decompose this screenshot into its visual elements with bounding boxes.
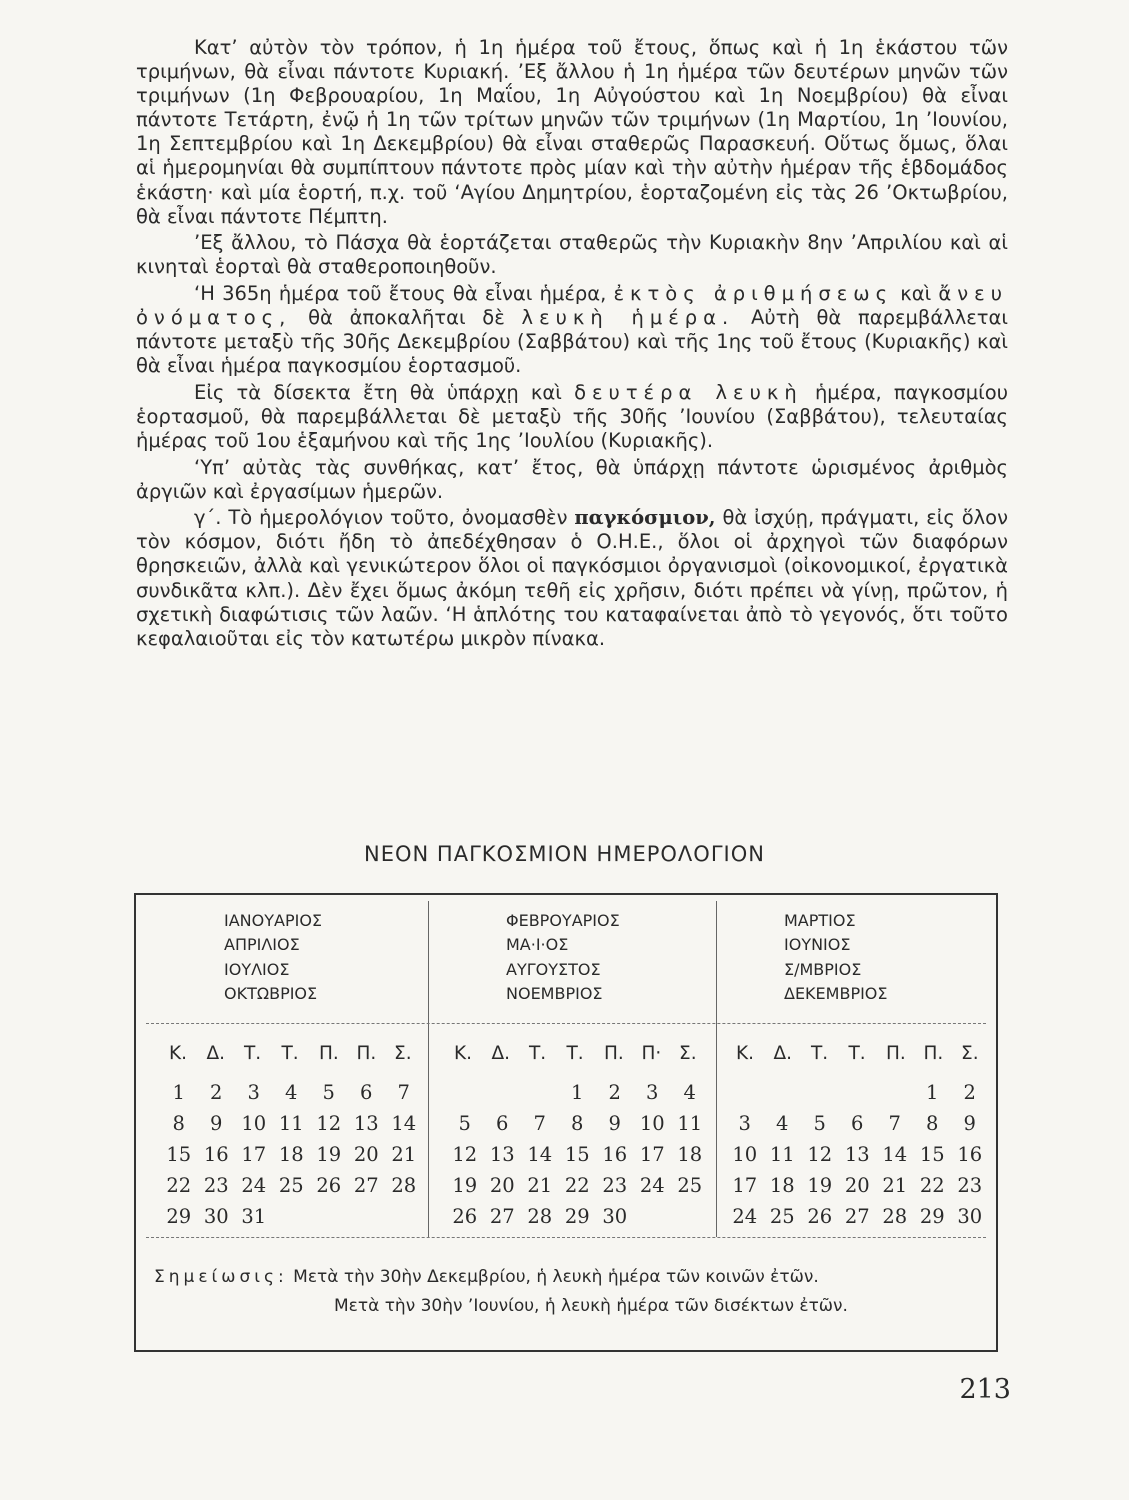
date-cell: 20 xyxy=(489,1174,515,1197)
date-cell: 9 xyxy=(963,1112,976,1135)
paragraph-1: Κατ’ αὐτὸν τὸν τρόπον, ἡ 1η ἡμέρα τοῦ ἔτους, ὅπως καὶ ἡ 1η ἑκάστου τῶν τριμήνων, θὰ εἶναι πάντοτε Κυριακή. ’Εξ ἄλλου ἡ 1η ἡμέρα τῶν δευτέρων μηνῶν τῶν τριμήνων (1η Φεβρουαρίου, 1η Μαΐου, 1η Αὐγούστου καὶ 1η Νοεμβρίου) θὰ εἶναι πάντοτε Τετάρτη, ἐνῷ ἡ 1η τῶν τρίτων μηνῶν τῶν τριμήνων (1η Μαρτίου, 1η ’Ιουνίου, 1η Σεπτεμβρίου καὶ 1η Δεκεμβρίου) θὰ εἶναι σταθερῶς Παρασκευή. Οὕτως ὅμως, ὅλαι αἱ ἡμερομηνίαι θὰ συμπίπτουν πάντοτε πρὸς μίαν καὶ τὴν αὐτὴν ἡμέραν τῆς ἑβδομάδος ἑκάστη· καὶ μία ἑορτή, π.χ. τοῦ ‘Αγίου Δημητρίου, ἑορταζομένη εἰς τὰς 26 ’Οκτωβρίου, θὰ εἶναι πάντοτε Πέμπτη. xyxy=(136,36,1008,228)
date-cell: 16 xyxy=(203,1143,229,1166)
date-cell: 21 xyxy=(527,1174,553,1197)
week-row xyxy=(446,1112,709,1143)
date-cell: 3 xyxy=(646,1081,659,1104)
date-cell: 8 xyxy=(571,1112,584,1135)
date-cell: 27 xyxy=(844,1205,870,1228)
date-cell xyxy=(446,1081,484,1112)
weekday-header-3 xyxy=(736,1043,999,1064)
date-grid-2 xyxy=(446,1081,709,1236)
date-cell: 22 xyxy=(166,1174,192,1197)
date-cell xyxy=(764,1081,802,1112)
date-cell: 3 xyxy=(247,1081,260,1104)
month-name: ΜΑ·Ι·ΟΣ xyxy=(506,935,569,955)
date-cell: 8 xyxy=(172,1112,185,1135)
date-cell: 7 xyxy=(533,1112,546,1135)
date-cell xyxy=(521,1081,559,1112)
paragraph-4-text-a: Εἰς τὰ δίσεκτα ἔτη θὰ ὑπάρχῃ καὶ xyxy=(194,380,562,404)
week-row xyxy=(446,1174,709,1205)
date-cell: 6 xyxy=(360,1081,373,1104)
page-number: 213 xyxy=(959,1374,1011,1405)
month-name: ΦΕΒΡΟΥΑΡΙΟΣ xyxy=(506,911,620,930)
date-cell xyxy=(671,1205,709,1236)
date-cell: 13 xyxy=(489,1143,515,1166)
weekday-label: Π. xyxy=(604,1043,624,1064)
date-cell: 16 xyxy=(957,1143,983,1166)
weekday-label: Π. xyxy=(319,1043,339,1064)
date-cell: 29 xyxy=(564,1205,590,1228)
paragraph-3-text-a: ‘Η 365η ἡμέρα τοῦ ἔτους θὰ εἶναι ἡμέρα, xyxy=(194,281,607,305)
date-cell xyxy=(876,1081,914,1112)
weekday-label: Δ. xyxy=(773,1043,793,1064)
weekday-label: Τ. xyxy=(811,1043,829,1064)
weekday-label: Τ. xyxy=(566,1043,584,1064)
note-label: Σημείωσις: xyxy=(154,1267,288,1287)
weekday-label: Π· xyxy=(641,1043,662,1064)
date-cell: 15 xyxy=(564,1143,590,1166)
weekday-label: Κ. xyxy=(736,1043,755,1064)
months-column-1 xyxy=(224,909,322,1006)
note-line-1 xyxy=(154,1263,848,1292)
paragraph-2: ’Εξ ἄλλου, τὸ Πάσχα θὰ ἑορτάζεται σταθερῶς τὴν Κυριακὴν 8ην ’Απριλίου καὶ αἱ κινηταὶ ἑορταὶ θὰ σταθεροποιηθοῦν. xyxy=(136,231,1008,279)
week-row xyxy=(160,1081,423,1112)
date-cell: 8 xyxy=(926,1112,939,1135)
weekday-label: Τ. xyxy=(848,1043,866,1064)
date-grid-1 xyxy=(160,1081,423,1236)
date-cell: 11 xyxy=(769,1143,795,1166)
month-name: ΙΟΥΛΙΟΣ xyxy=(224,959,290,979)
date-cell: 24 xyxy=(241,1174,267,1197)
date-cell: 9 xyxy=(608,1112,621,1135)
date-cell: 14 xyxy=(527,1143,553,1166)
weekday-label: Τ. xyxy=(529,1043,547,1064)
date-cell: 23 xyxy=(602,1174,628,1197)
spaced-text-aneu-onomatos: ἄνευ ὀνόματος, xyxy=(136,281,1008,330)
paragraph-6-text-a: γ΄. Τὸ ἡμερολόγιον τοῦτο, ὀνομασθὲν xyxy=(194,506,568,530)
date-cell: 20 xyxy=(844,1174,870,1197)
header-separator xyxy=(146,1023,986,1024)
date-cell: 5 xyxy=(458,1112,471,1135)
date-cell: 25 xyxy=(677,1174,703,1197)
week-row xyxy=(160,1205,423,1236)
month-name: ΙΑΝΟΥΑΡΙΟΣ xyxy=(224,911,323,930)
paragraph-3 xyxy=(136,282,1008,378)
paragraph-5: ‘Υπ’ αὐτὰς τὰς συνθήκας, κατ’ ἔτος, θὰ ὑπάρχῃ πάντοτε ὡρισμένος ἀριθμὸς ἀργιῶν καὶ ἐργασίμων ἡμερῶν. xyxy=(136,455,1008,503)
week-row xyxy=(726,1143,989,1174)
week-row xyxy=(160,1143,423,1174)
date-cell xyxy=(385,1205,423,1236)
weekday-label: Δ. xyxy=(206,1043,226,1064)
week-row xyxy=(726,1081,989,1112)
date-cell: 24 xyxy=(639,1174,665,1197)
date-cell xyxy=(484,1081,522,1112)
date-cell: 26 xyxy=(807,1205,833,1228)
paragraph-6-text-c: θὰ ἰσχύῃ, πράγματι, εἰς ὅλον τὸν κόσμον, διότι ἤδη τὸ ἀπεδέχθησαν ὁ Ο.Η.Ε., ὅλοι οἱ ἀρχηγοὶ τῶν διαφόρων θρησκειῶν, ἀλλὰ καὶ γενικώτερον ὅλοι οἱ παγκόσμιοι ὀργανισμοὶ (οἰκονομικοί, ἐργατικὰ συνδικᾶτα κλπ.). Δὲν ἔχει ὅμως ἀκόμη τεθῆ εἰς χρῆσιν, διότι πρέπει νὰ γίνῃ, πρῶτον, ἡ σχετικὴ διαφώτισις τῶν λαῶν. ‘Η ἁπλότης του καταφαίνεται ἀπὸ τὸ γεγονός, ὅτι τοῦτο κεφαλαιοῦται εἰς τὸν κατωτέρω μικρὸν πίνακα. xyxy=(136,506,1009,650)
weekday-label: Τ. xyxy=(281,1043,299,1064)
date-cell: 4 xyxy=(776,1112,789,1135)
date-cell: 13 xyxy=(353,1112,379,1135)
date-cell: 24 xyxy=(732,1205,758,1228)
spaced-text-deutera-leuki: δευτέρα λευκὴ xyxy=(574,380,803,404)
date-cell: 20 xyxy=(353,1143,379,1166)
date-cell: 14 xyxy=(391,1112,417,1135)
date-cell: 12 xyxy=(316,1112,342,1135)
date-cell: 18 xyxy=(278,1143,304,1166)
calendar-table xyxy=(134,893,998,1352)
weekday-label: Κ. xyxy=(169,1043,188,1064)
date-cell: 25 xyxy=(278,1174,304,1197)
month-name: ΑΥΓΟΥΣΤΟΣ xyxy=(506,959,601,979)
date-cell: 19 xyxy=(316,1143,342,1166)
date-cell: 19 xyxy=(807,1174,833,1197)
spaced-text-leuki-imera: λευκὴ ἡμέρα. xyxy=(521,306,735,330)
week-row xyxy=(160,1174,423,1205)
date-cell: 9 xyxy=(210,1112,223,1135)
date-cell: 5 xyxy=(813,1112,826,1135)
date-cell: 2 xyxy=(608,1081,621,1104)
date-cell: 6 xyxy=(851,1112,864,1135)
date-cell: 29 xyxy=(919,1205,945,1228)
date-cell: 17 xyxy=(639,1143,665,1166)
date-cell: 23 xyxy=(203,1174,229,1197)
date-cell: 10 xyxy=(732,1143,758,1166)
date-cell: 5 xyxy=(322,1081,335,1104)
date-cell: 14 xyxy=(882,1143,908,1166)
month-name: ΔΕΚΕΜΒΡΙΟΣ xyxy=(784,983,888,1003)
date-cell: 15 xyxy=(166,1143,192,1166)
date-cell: 2 xyxy=(210,1081,223,1104)
date-cell: 30 xyxy=(602,1205,628,1228)
weekday-label: Σ. xyxy=(961,1043,979,1064)
date-cell: 13 xyxy=(844,1143,870,1166)
footer-separator xyxy=(146,1237,986,1238)
weekday-label: Κ. xyxy=(454,1043,473,1064)
column-divider xyxy=(428,901,429,1237)
week-row xyxy=(726,1112,989,1143)
month-name: Σ/ΜΒΡΙΟΣ xyxy=(784,959,862,979)
date-cell: 11 xyxy=(677,1112,703,1135)
weekday-label: Π. xyxy=(356,1043,377,1064)
date-cell: 17 xyxy=(732,1174,758,1197)
paragraph-6 xyxy=(136,506,1008,651)
date-cell: 1 xyxy=(926,1081,939,1104)
date-cell xyxy=(273,1205,311,1236)
date-cell: 4 xyxy=(285,1081,298,1104)
date-cell: 28 xyxy=(527,1205,553,1228)
date-cell: 31 xyxy=(241,1205,267,1228)
spaced-text-ektos-arithmiseos: ἐκτὸς ἀριθμήσεως xyxy=(613,281,894,305)
date-cell: 30 xyxy=(203,1205,229,1228)
date-grid-3 xyxy=(726,1081,989,1236)
date-cell xyxy=(310,1205,348,1236)
month-name: ΜΑΡΤΙΟΣ xyxy=(784,911,856,930)
weekday-label: Σ. xyxy=(394,1043,412,1064)
date-cell: 27 xyxy=(489,1205,515,1228)
date-cell xyxy=(348,1205,386,1236)
month-name: ΑΠΡΙΛΙΟΣ xyxy=(224,935,300,955)
date-cell: 26 xyxy=(452,1205,478,1228)
date-cell: 19 xyxy=(452,1174,478,1197)
date-cell: 21 xyxy=(391,1143,417,1166)
date-cell xyxy=(634,1205,672,1236)
date-cell: 29 xyxy=(166,1205,192,1228)
calendar-note xyxy=(154,1263,848,1321)
weekday-label: Δ. xyxy=(491,1043,511,1064)
week-row xyxy=(726,1205,989,1236)
weekday-label: Τ. xyxy=(244,1043,262,1064)
date-cell: 12 xyxy=(807,1143,833,1166)
date-cell: 23 xyxy=(957,1174,983,1197)
date-cell: 1 xyxy=(172,1081,185,1104)
column-divider xyxy=(716,901,717,1237)
date-cell: 17 xyxy=(241,1143,267,1166)
date-cell: 12 xyxy=(452,1143,478,1166)
date-cell: 22 xyxy=(564,1174,590,1197)
date-cell: 7 xyxy=(888,1112,901,1135)
weekday-header-1 xyxy=(169,1043,432,1064)
bold-text-pagkosmion: παγκόσμιον, xyxy=(574,506,716,530)
date-cell: 18 xyxy=(769,1174,795,1197)
date-cell: 25 xyxy=(769,1205,795,1228)
paragraph-3-text-c: καὶ xyxy=(900,281,932,305)
paragraph-3-text-g: Αὐτὴ θὰ παρεμβάλλεται πάντοτε μεταξὺ τῆς 30ῆς Δεκεμβρίου (Σαββάτου) καὶ τῆς 1ης τοῦ ἔτους (Κυριακῆς) καὶ θὰ εἶναι ἡμέρα παγκοσμίου ἑορτασμοῦ. xyxy=(136,306,1009,378)
week-row xyxy=(446,1081,709,1112)
date-cell: 3 xyxy=(738,1112,751,1135)
calendar-title: ΝΕΟΝ ΠΑΓΚΟΣΜΙΟΝ ΗΜΕΡΟΛΟΓΙΟΝ xyxy=(364,842,765,866)
week-row xyxy=(160,1112,423,1143)
date-cell: 10 xyxy=(639,1112,665,1135)
months-column-2 xyxy=(506,909,620,1006)
date-cell: 21 xyxy=(882,1174,908,1197)
week-row xyxy=(446,1205,709,1236)
date-cell: 28 xyxy=(391,1174,417,1197)
date-cell: 16 xyxy=(602,1143,628,1166)
date-cell: 28 xyxy=(882,1205,908,1228)
date-cell: 2 xyxy=(963,1081,976,1104)
paragraph-3-text-e: θὰ ἀποκαλῆται δὲ xyxy=(308,306,505,330)
weekday-label: Σ. xyxy=(679,1043,697,1064)
date-cell: 1 xyxy=(571,1081,584,1104)
weekday-label: Π. xyxy=(923,1043,944,1064)
date-cell: 11 xyxy=(278,1112,304,1135)
month-name: ΟΚΤΩΒΡΙΟΣ xyxy=(224,983,318,1003)
date-cell xyxy=(726,1081,764,1112)
date-cell: 30 xyxy=(957,1205,983,1228)
date-cell xyxy=(801,1081,839,1112)
date-cell: 26 xyxy=(316,1174,342,1197)
paragraph-4-text-c: ἡμέρα, παγκοσμίου ἑορτασμοῦ, θὰ παρεμβάλλεται δὲ μεταξὺ τῆς 30ῆς ’Ιουνίου (Σαββάτου), τελευταίας ἡμέρας τοῦ 1ου ἑξαμήνου καὶ τῆς 1ης ’Ιουλίου (Κυριακῆς). xyxy=(136,380,1008,452)
date-cell: 15 xyxy=(919,1143,945,1166)
date-cell: 10 xyxy=(241,1112,267,1135)
month-name: ΙΟΥΝΙΟΣ xyxy=(784,935,851,955)
note-line-2: Μετὰ τὴν 30ὴν ’Ιουνίου, ἡ λευκὴ ἡμέρα τῶν δισέκτων ἐτῶν. xyxy=(334,1296,848,1316)
date-cell: 4 xyxy=(683,1081,696,1104)
date-cell: 18 xyxy=(677,1143,703,1166)
week-row xyxy=(446,1143,709,1174)
date-cell: 22 xyxy=(919,1174,945,1197)
paragraph-4 xyxy=(136,381,1008,453)
week-row xyxy=(726,1174,989,1205)
body-text xyxy=(136,36,1008,653)
date-cell: 27 xyxy=(353,1174,379,1197)
date-cell: 7 xyxy=(397,1081,410,1104)
date-cell: 6 xyxy=(496,1112,509,1135)
weekday-label: Π. xyxy=(886,1043,906,1064)
month-name: ΝΟΕΜΒΡΙΟΣ xyxy=(506,983,603,1003)
note-text-1: Μετὰ τὴν 30ὴν Δεκεμβρίου, ἡ λευκὴ ἡμέρα τῶν κοινῶν ἐτῶν. xyxy=(293,1267,819,1287)
date-cell xyxy=(839,1081,877,1112)
weekday-header-2 xyxy=(454,1043,717,1064)
months-column-3 xyxy=(784,909,888,1006)
